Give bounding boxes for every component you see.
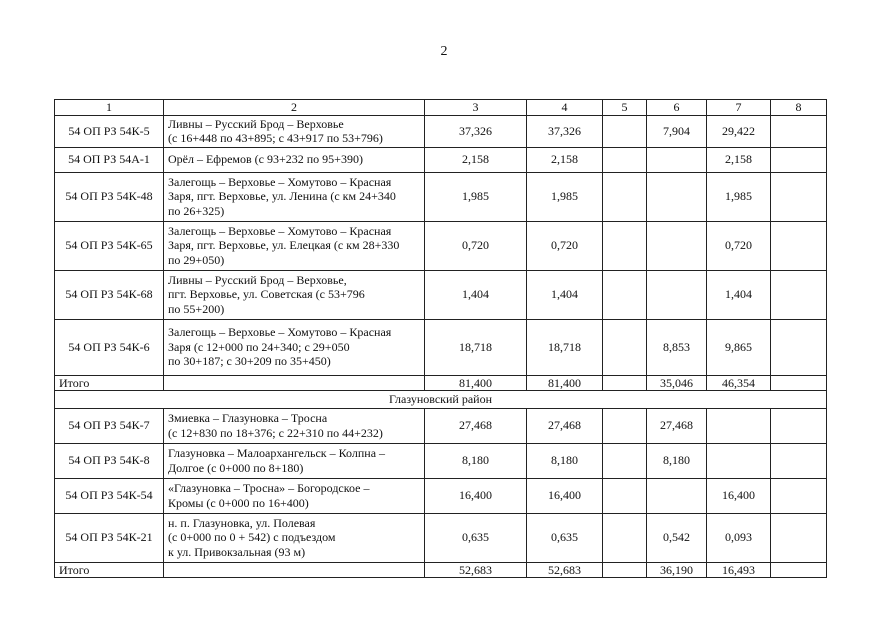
- value-cell: 37,326: [527, 115, 603, 147]
- value-cell: 27,468: [647, 408, 707, 443]
- value-cell: [603, 147, 647, 172]
- page-number: 2: [440, 44, 448, 59]
- column-header: 5: [603, 100, 647, 116]
- total-cell: 81,400: [527, 375, 603, 391]
- value-cell: [603, 221, 647, 270]
- value-cell: [603, 172, 647, 221]
- road-code-cell: 54 ОП РЗ 54К-7: [55, 408, 164, 443]
- total-row: [55, 375, 827, 391]
- road-code-cell: 54 ОП РЗ 54К-6: [55, 319, 164, 375]
- value-cell: 37,326: [425, 115, 527, 147]
- roads-table: [54, 99, 827, 578]
- value-cell: 0,720: [425, 221, 527, 270]
- value-cell: [603, 115, 647, 147]
- value-cell: 8,180: [647, 443, 707, 478]
- value-cell: [771, 513, 827, 562]
- value-cell: [771, 147, 827, 172]
- value-cell: 18,718: [527, 319, 603, 375]
- value-cell: 1,985: [527, 172, 603, 221]
- table-row: [55, 319, 827, 375]
- road-code-cell: 54 ОП РЗ 54К-65: [55, 221, 164, 270]
- value-cell: 16,400: [707, 478, 771, 513]
- total-cell: 36,190: [647, 562, 707, 578]
- value-cell: [603, 443, 647, 478]
- column-header: 2: [164, 100, 425, 116]
- column-header: 1: [55, 100, 164, 116]
- value-cell: 0,093: [707, 513, 771, 562]
- total-label: Итого: [55, 562, 164, 578]
- road-name-cell: Залегощь – Верховье – Хомутово – Красная Заря, пгт. Верховье, ул. Елецкая (с км 28+330 по 29+050): [164, 221, 425, 270]
- road-name-cell: Глазуновка – Малоархангельск – Колпна – Долгое (с 0+000 по 8+180): [164, 443, 425, 478]
- road-name-cell: Орёл – Ефремов (с 93+232 по 95+390): [164, 147, 425, 172]
- value-cell: [771, 115, 827, 147]
- value-cell: 18,718: [425, 319, 527, 375]
- value-cell: [603, 408, 647, 443]
- value-cell: [603, 319, 647, 375]
- value-cell: 2,158: [425, 147, 527, 172]
- block-1: [55, 115, 827, 375]
- header-row: [55, 100, 827, 116]
- total-cell: 52,683: [527, 562, 603, 578]
- road-name-cell: Змиевка – Глазуновка – Тросна (с 12+830 по 18+376; с 22+310 по 44+232): [164, 408, 425, 443]
- road-name-cell: Залегощь – Верховье – Хомутово – Красная Заря (с 12+000 по 24+340; с 29+050 по 30+187; с 30+209 по 35+450): [164, 319, 425, 375]
- value-cell: [771, 270, 827, 319]
- value-cell: [647, 270, 707, 319]
- value-cell: [603, 478, 647, 513]
- value-cell: [647, 221, 707, 270]
- table-row: [55, 408, 827, 443]
- value-cell: [647, 147, 707, 172]
- table-row: [55, 115, 827, 147]
- value-cell: [771, 319, 827, 375]
- road-name-cell: Ливны – Русский Брод – Верховье, пгт. Верховье, ул. Советская (с 53+796 по 55+200): [164, 270, 425, 319]
- road-code-cell: 54 ОП РЗ 54К-54: [55, 478, 164, 513]
- total-cell: [603, 375, 647, 391]
- value-cell: 0,720: [527, 221, 603, 270]
- value-cell: [707, 408, 771, 443]
- total-label: Итого: [55, 375, 164, 391]
- column-header: 7: [707, 100, 771, 116]
- total-cell: 52,683: [425, 562, 527, 578]
- table-row: [55, 147, 827, 172]
- total-cell: 46,354: [707, 375, 771, 391]
- value-cell: 0,720: [707, 221, 771, 270]
- value-cell: [771, 478, 827, 513]
- value-cell: [771, 221, 827, 270]
- value-cell: 9,865: [707, 319, 771, 375]
- table-row: [55, 221, 827, 270]
- column-header: 6: [647, 100, 707, 116]
- total-name-cell: [164, 375, 425, 391]
- value-cell: [647, 478, 707, 513]
- value-cell: 16,400: [425, 478, 527, 513]
- road-code-cell: 54 ОП РЗ 54К-68: [55, 270, 164, 319]
- total-cell: 16,493: [707, 562, 771, 578]
- table-row: [55, 443, 827, 478]
- value-cell: 0,635: [425, 513, 527, 562]
- value-cell: 2,158: [707, 147, 771, 172]
- total-cell: [771, 375, 827, 391]
- value-cell: 16,400: [527, 478, 603, 513]
- value-cell: 0,635: [527, 513, 603, 562]
- value-cell: 1,985: [425, 172, 527, 221]
- table-row: [55, 270, 827, 319]
- value-cell: 1,404: [527, 270, 603, 319]
- road-code-cell: 54 ОП РЗ 54К-5: [55, 115, 164, 147]
- total-cell: [771, 562, 827, 578]
- value-cell: 7,904: [647, 115, 707, 147]
- total-cell: 81,400: [425, 375, 527, 391]
- value-cell: 1,404: [425, 270, 527, 319]
- value-cell: 27,468: [527, 408, 603, 443]
- value-cell: [603, 513, 647, 562]
- value-cell: [707, 443, 771, 478]
- total-name-cell: [164, 562, 425, 578]
- total-row: [55, 562, 827, 578]
- value-cell: 1,404: [707, 270, 771, 319]
- road-code-cell: 54 ОП РЗ 54А-1: [55, 147, 164, 172]
- road-name-cell: Ливны – Русский Брод – Верховье (с 16+448 по 43+895; с 43+917 по 53+796): [164, 115, 425, 147]
- value-cell: 29,422: [707, 115, 771, 147]
- total-cell: 35,046: [647, 375, 707, 391]
- value-cell: [771, 443, 827, 478]
- road-name-cell: «Глазуновка – Тросна» – Богородское – Кромы (с 0+000 по 16+400): [164, 478, 425, 513]
- column-header: 8: [771, 100, 827, 116]
- road-name-cell: н. п. Глазуновка, ул. Полевая (с 0+000 по 0 + 542) с подъездом к ул. Привокзальная (93 м): [164, 513, 425, 562]
- table-row: [55, 513, 827, 562]
- block-2: [55, 408, 827, 562]
- section-row: [55, 391, 827, 409]
- value-cell: 2,158: [527, 147, 603, 172]
- value-cell: 0,542: [647, 513, 707, 562]
- column-header: 3: [425, 100, 527, 116]
- road-code-cell: 54 ОП РЗ 54К-48: [55, 172, 164, 221]
- road-code-cell: 54 ОП РЗ 54К-21: [55, 513, 164, 562]
- value-cell: 27,468: [425, 408, 527, 443]
- total-cell: [603, 562, 647, 578]
- road-name-cell: Залегощь – Верховье – Хомутово – Красная Заря, пгт. Верховье, ул. Ленина (с км 24+340 по 26+325): [164, 172, 425, 221]
- table-row: [55, 478, 827, 513]
- value-cell: 8,180: [425, 443, 527, 478]
- value-cell: [771, 408, 827, 443]
- value-cell: [771, 172, 827, 221]
- value-cell: 1,985: [707, 172, 771, 221]
- value-cell: [647, 172, 707, 221]
- value-cell: 8,180: [527, 443, 603, 478]
- road-code-cell: 54 ОП РЗ 54К-8: [55, 443, 164, 478]
- value-cell: [603, 270, 647, 319]
- value-cell: 8,853: [647, 319, 707, 375]
- section-title: Глазуновский район: [55, 391, 827, 409]
- column-header: 4: [527, 100, 603, 116]
- table-row: [55, 172, 827, 221]
